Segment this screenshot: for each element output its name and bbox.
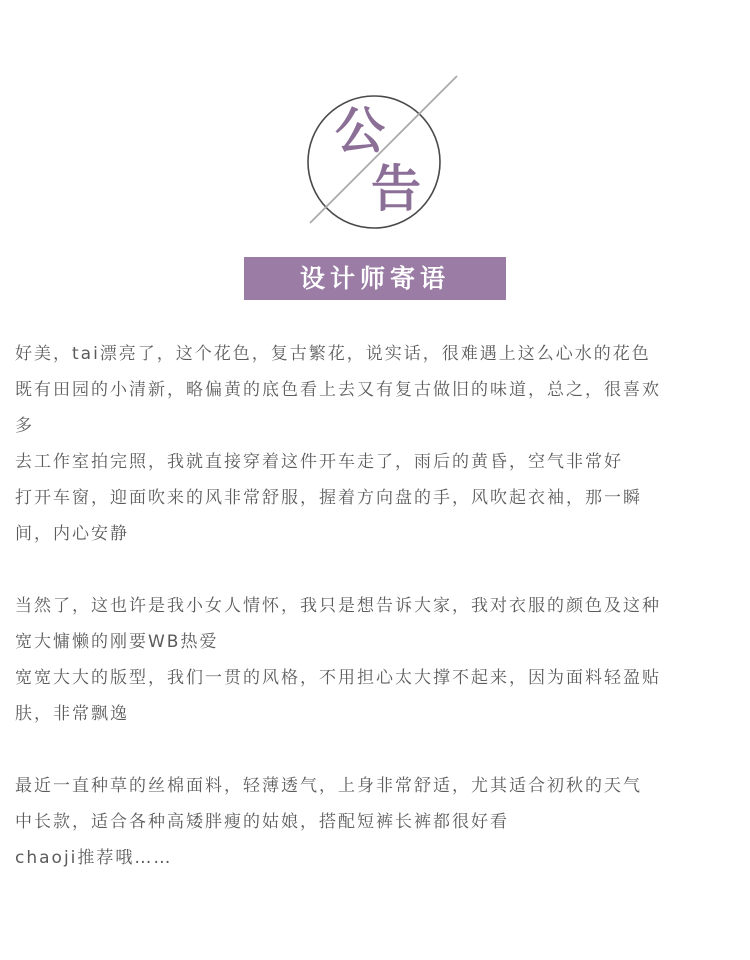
emblem-graphic <box>290 68 465 233</box>
text-line: 既有田园的小清新，略偏黄的底色看上去又有复古做旧的味道，总之，很喜欢 <box>15 380 661 400</box>
paragraph-1 <box>15 336 735 552</box>
text-line: 中长款，适合各种高矮胖瘦的姑娘，搭配短裤长裤都很好看 <box>15 812 509 832</box>
text-line: 打开车窗，迎面吹来的风非常舒服，握着方向盘的手，风吹起衣袖，那一瞬 <box>15 488 642 508</box>
emblem-char-top: 公 <box>335 101 385 160</box>
paragraph-3 <box>15 768 735 876</box>
designer-message-title: 设计师寄语 <box>244 257 506 300</box>
text-line: 最近一直种草的丝棉面料，轻薄透气，上身非常舒适，尤其适合初秋的天气 <box>15 776 642 796</box>
announcement-emblem <box>290 68 465 233</box>
message-body <box>15 336 735 876</box>
paragraph-spacer <box>15 552 735 588</box>
text-line: 间，内心安静 <box>15 524 129 544</box>
text-line: 宽大慵懒的刚要WB热爱 <box>15 632 219 652</box>
paragraph-spacer <box>15 732 735 768</box>
text-line: 好美，tai漂亮了，这个花色，复古繁花，说实话，很难遇上这么心水的花色 <box>15 344 651 364</box>
emblem-char-bottom: 告 <box>371 159 421 218</box>
paragraph-2 <box>15 588 735 732</box>
text-line: 肤，非常飘逸 <box>15 704 129 724</box>
text-line: 去工作室拍完照，我就直接穿着这件开车走了，雨后的黄昏，空气非常好 <box>15 452 623 472</box>
text-line: chaoji推荐哦…… <box>15 848 173 868</box>
text-line: 多 <box>15 416 34 436</box>
text-line: 宽宽大大的版型，我们一贯的风格，不用担心太大撑不起来，因为面料轻盈贴 <box>15 668 661 688</box>
text-line: 当然了，这也许是我小女人情怀，我只是想告诉大家，我对衣服的颜色及这种 <box>15 596 661 616</box>
